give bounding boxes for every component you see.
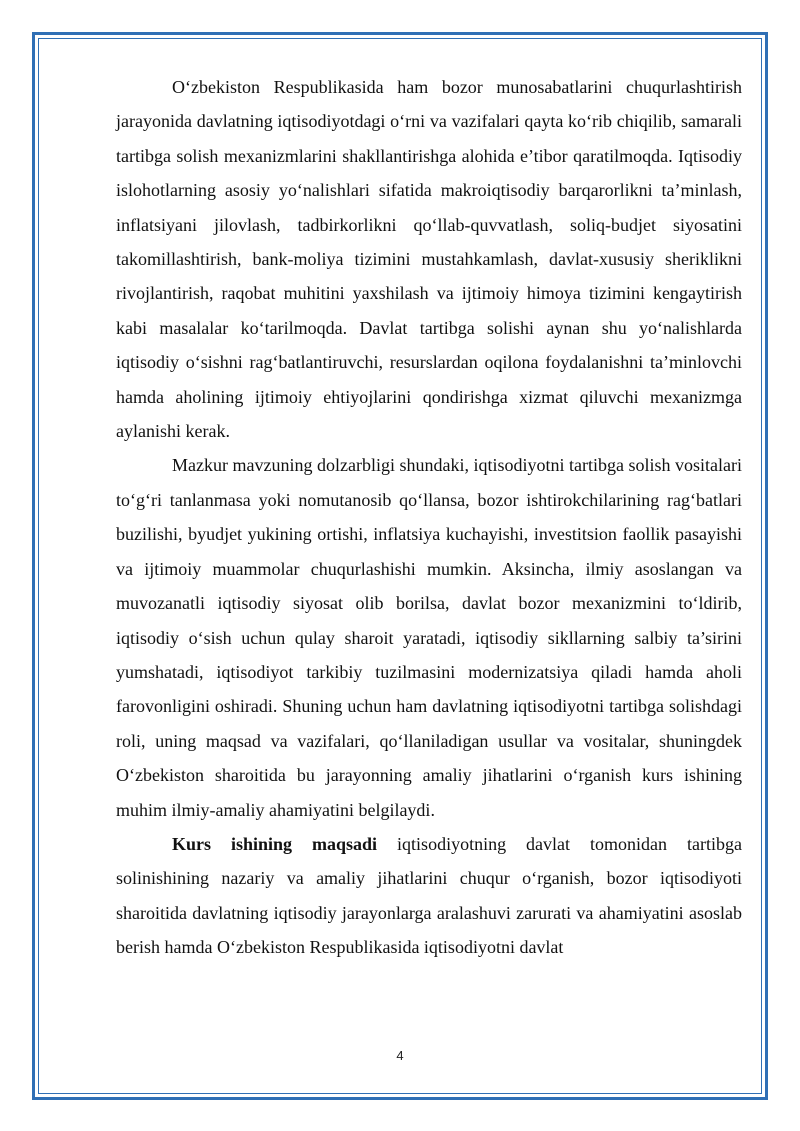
paragraph-1: O‘zbekiston Respublikasida ham bozor munosabatlarini chuqurlashtirish jarayonida davlatning iqtisodiyotdagi o‘rni va vazifalari qayta ko‘rib chiqilib, samarali tartibga solish mexanizmlarini shakllantirishga alohida e’tibor qaratilmoqda. Iqtisodiy islohotlarning asosiy yo‘nalishlari sifatida makroiqtisodiy barqarorlikni ta’minlash, inflatsiyani jilovlash, tadbirkorlikni qo‘llab-quvvatlash, soliq-budjet siyosatini takomillashtirish, bank-moliya tizimini mustahkamlash, davlat-xususiy sheriklikni rivojlantirish, raqobat muhitini yaxshilash va ijtimoiy himoya tizimini kengaytirish kabi masalalar ko‘tarilmoqda. Davlat tartibga solishi aynan shu yo‘nalishlarda iqtisodiy o‘sishni rag‘batlantiruvchi, resurslardan oqilona foydalanishni ta’minlovchi hamda aholining ijtimoiy ehtiyojlarini qondirishga xizmat qiluvchi mexanizmga aylanishi kerak. xyxy=(116,77,742,442)
document-body xyxy=(116,70,742,965)
paragraph-3-bold-lead: Kurs ishining maqsadi xyxy=(172,833,378,854)
paragraph-3-text: iqtisodiyotning davlat tomonidan tartibga solinishining nazariy va amaliy jihatlarini chuqur o‘rganish, bozor iqtisodiyoti sharoitida davlatning iqtisodiy jarayonlarga aralashuvi zarurati va ahamiyatini asoslab berish hamda O‘zbekiston Respublikasida iqtisodiyotni davlat xyxy=(116,833,742,958)
paragraph-3 xyxy=(116,827,742,965)
page-number: 4 xyxy=(396,1048,404,1063)
paragraph-2: Mazkur mavzuning dolzarbligi shundaki, iqtisodiyotni tartibga solish vositalari to‘g‘ri tanlanmasa yoki nomutanosib qo‘llansa, bozor ishtirokchilarining rag‘batlari buzilishi, byudjet yukining ortishi, inflatsiya kuchayishi, investitsion faollik pasayishi va ijtimoiy muammolar chuqurlashishi mumkin. Aksincha, ilmiy asoslangan va muvozanatli iqtisodiy siyosat olib borilsa, davlat bozor mexanizmini to‘ldirib, iqtisodiy o‘sish uchun qulay sharoit yaratadi, iqtisodiy sikllarning salbiy ta’sirini yumshatadi, iqtisodiyot tarkibiy tuzilmasini modernizatsiya qiladi hamda aholi farovonligini oshiradi. Shuning uchun ham davlatning iqtisodiyotni tartibga solishdagi roli, uning maqsad va vazifalari, qo‘llaniladigan usullar va vositalar, shuningdek O‘zbekiston sharoitida bu jarayonning amaliy jihatlarini o‘rganish kurs ishining muhim ilmiy-amaliy ahamiyatini belgilaydi. xyxy=(116,455,742,820)
